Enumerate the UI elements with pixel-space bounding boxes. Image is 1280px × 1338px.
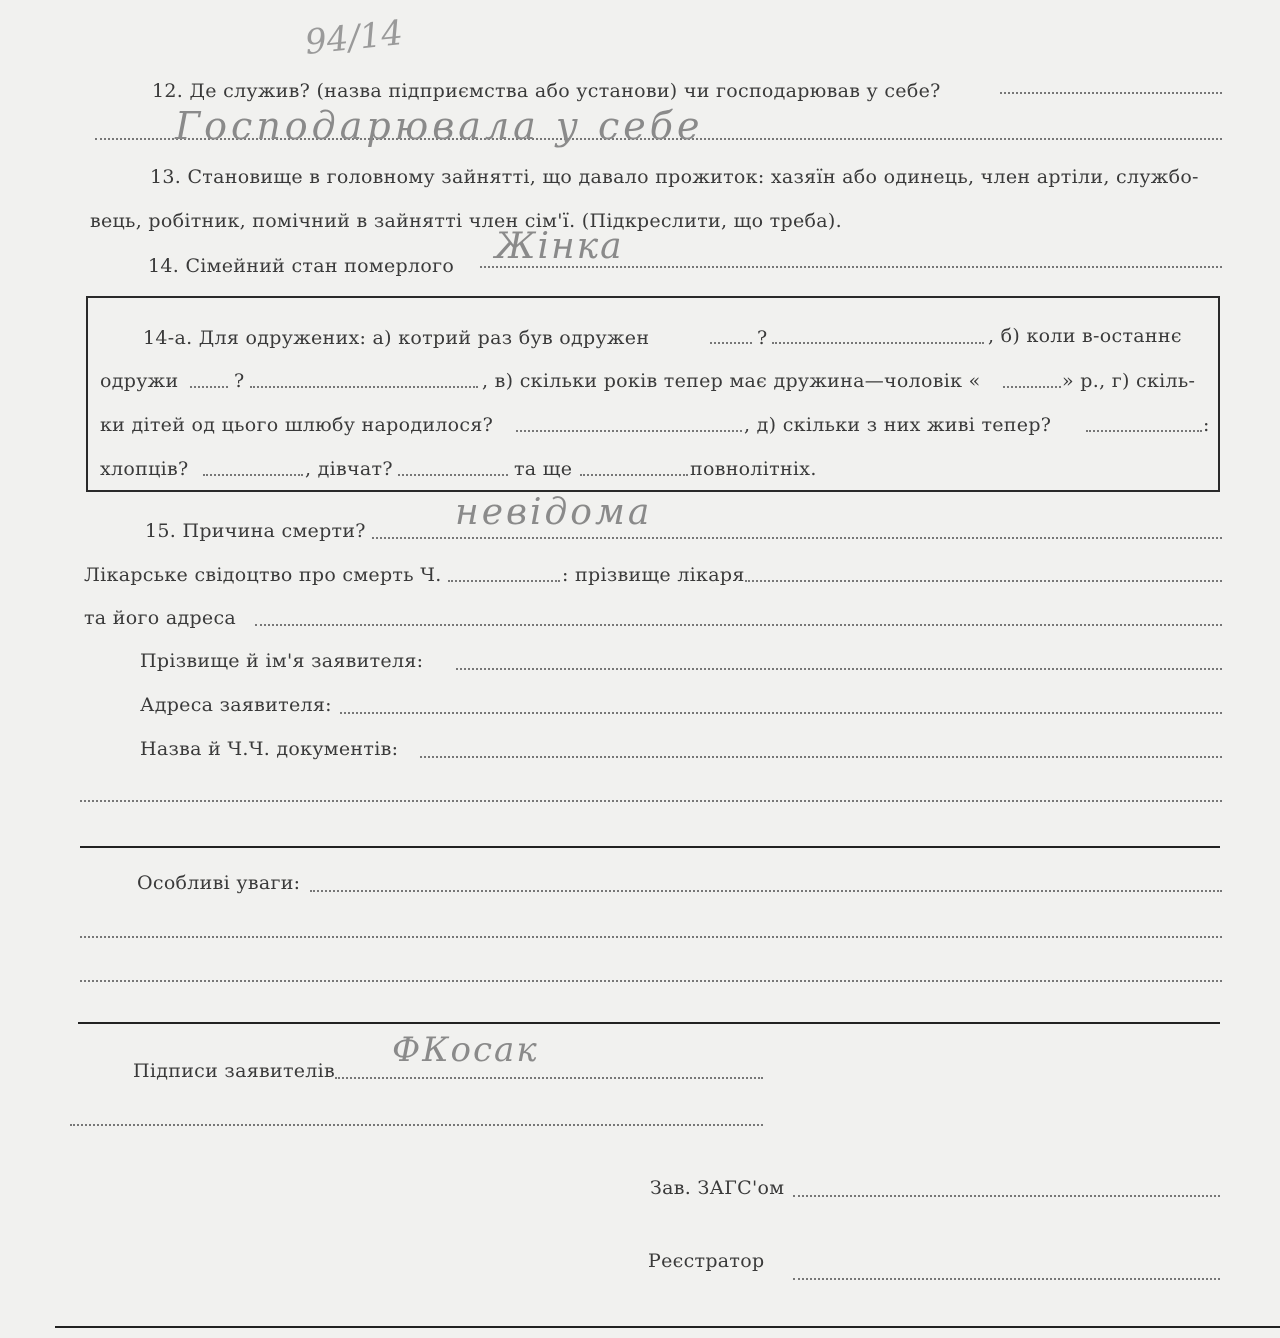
q14a-l2c: » р., г) скіль-	[1062, 370, 1196, 392]
divider-1	[80, 846, 1220, 848]
q15-medical-label: Лікарське свідоцтво про смерть Ч.	[84, 564, 442, 586]
q12-label: 12. Де служив? (назва підприємства або установи) чи господарював у себе?	[152, 80, 941, 102]
zags-head-field[interactable]	[793, 1195, 1220, 1197]
q14a-l2b: , в) скільки років тепер має дружина—чоловік «	[482, 370, 981, 392]
q12-fill-line[interactable]	[1000, 92, 1222, 94]
signatures-label: Підписи заявителів	[133, 1060, 336, 1082]
q14a-l4d: повнолітніх.	[690, 458, 817, 480]
q15-address-label: та його адреса	[84, 607, 237, 629]
q14a-l2q: ?	[234, 370, 245, 392]
q14a-l1a: 14-а. Для одружених: а) котрий раз був одружен	[143, 327, 650, 349]
q14a-l4b: , дівчат?	[305, 458, 393, 480]
notes-field-3[interactable]	[80, 980, 1222, 982]
signatures-field-1[interactable]	[335, 1077, 763, 1079]
q14a-last-married-field[interactable]	[190, 386, 228, 388]
q14a-l3a: ки дітей од цього шлюбу народилося?	[100, 414, 494, 436]
signatures-field-2[interactable]	[70, 1124, 763, 1126]
applicant-address-field[interactable]	[340, 712, 1222, 714]
applicant-docs-field-2[interactable]	[80, 800, 1222, 802]
q14a-l2a: одружи	[100, 370, 179, 392]
registrar-field[interactable]	[793, 1278, 1220, 1280]
applicant-signature: ФКосак	[392, 1030, 539, 1070]
q14a-l4c: та ще	[514, 458, 573, 480]
q14a-last-married-field-2[interactable]	[250, 386, 478, 388]
q14a-times-married-field-2[interactable]	[772, 342, 984, 344]
notes-field-2[interactable]	[80, 936, 1222, 938]
q15-answer-line[interactable]	[372, 537, 1222, 539]
notes-field-1[interactable]	[310, 890, 1222, 892]
q14-answer: Жінка	[495, 226, 624, 267]
q14-label: 14. Сімейний стан померлого	[148, 255, 455, 277]
q13-line1: 13. Становище в головному зайнятті, що давало прожиток: хазяїн або одинець, член артіли, службо-	[150, 166, 1199, 188]
zags-head-label: Зав. ЗАГС'ом	[650, 1177, 785, 1199]
applicant-address-label: Адреса заявителя:	[140, 694, 332, 716]
q14a-l4a: хлопців?	[100, 458, 189, 480]
notes-label: Особливі уваги:	[137, 872, 301, 894]
applicant-docs-label: Назва й Ч.Ч. документів:	[140, 738, 399, 760]
q12-answer: Господарювала у себе	[175, 104, 704, 148]
registrar-label: Реєстратор	[648, 1250, 765, 1272]
q14a-l1b: , б) коли в-останнє	[988, 325, 1182, 347]
applicant-name-field[interactable]	[456, 668, 1222, 670]
divider-2	[78, 1022, 1220, 1024]
q14a-adults-field[interactable]	[580, 474, 688, 476]
q14a-l3b: , д) скільки з них живі тепер?	[744, 414, 1052, 436]
applicant-docs-field[interactable]	[420, 756, 1222, 758]
q15-label: 15. Причина смерти?	[145, 520, 366, 542]
q14a-l1q: ?	[757, 327, 768, 349]
q14a-boys-field[interactable]	[203, 474, 303, 476]
q15-doctor-label: : прізвище лікаря	[562, 564, 745, 586]
applicant-name-label: Прізвище й ім'я заявителя:	[140, 650, 424, 672]
archive-mark: 94/14	[303, 12, 405, 64]
q13-line2: вець, робітник, помічний в зайнятті член сім'ї. (Підкреслити, що треба).	[90, 210, 842, 232]
q15-address-field[interactable]	[255, 624, 1222, 626]
q15-doctor-field[interactable]	[745, 580, 1222, 582]
q15-certificate-no-field[interactable]	[448, 580, 560, 582]
q15-answer: невідома	[455, 492, 653, 533]
q14a-children-alive-field[interactable]	[1086, 430, 1202, 432]
bottom-rule	[55, 1326, 1280, 1328]
q14a-children-born-field[interactable]	[516, 430, 742, 432]
q14a-times-married-field[interactable]	[710, 342, 752, 344]
q14a-spouse-age-field[interactable]	[1003, 386, 1061, 388]
q14a-girls-field[interactable]	[398, 474, 508, 476]
q14a-l3c: :	[1203, 414, 1210, 436]
